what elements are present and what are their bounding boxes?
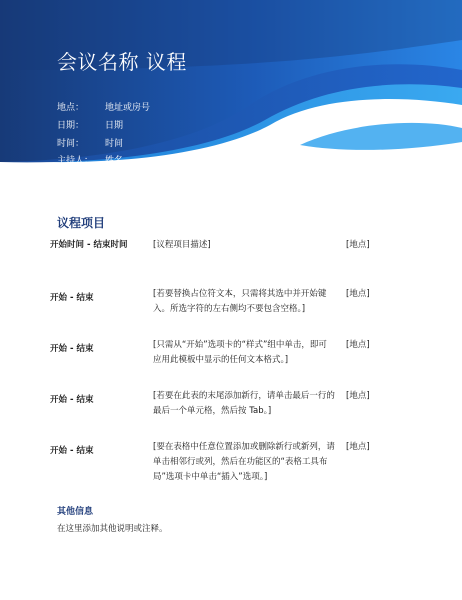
page-title: 会议名称 议程 <box>57 50 187 74</box>
agenda-item-description: [若要替换占位符文本，只需将其选中并开始键入。所选字符的左右侧均不要包含空格。] <box>153 289 327 314</box>
meta-time-value: 时间 <box>105 139 124 149</box>
meta-location-value: 地址或房号 <box>105 103 151 113</box>
meta-date-label: 日期： <box>57 121 85 131</box>
other-info-text: 在这里添加其他说明或注释。 <box>57 524 168 534</box>
agenda-item-time: 开始 - 结束 <box>50 395 94 405</box>
meta-host-label: 主持人： <box>57 156 94 166</box>
agenda-item-location: [地点] <box>346 289 370 299</box>
agenda-item-location: [地点] <box>346 391 370 401</box>
agenda-item-description: [要在表格中任意位置添加或删除新行或新列，请单击相邻行或列，然后在功能区的“表格工具布局”选项卡中单击“插入”选项。] <box>153 442 335 482</box>
agenda-item-time: 开始 - 结束 <box>50 446 94 456</box>
agenda-item-description: [若要在此表的末尾添加新行，请单击最后一行的最后一个单元格，然后按 Tab。] <box>153 391 335 416</box>
agenda-item-description: [只需从“开始”选项卡的“样式”组中单击，即可应用此模板中显示的任何文本格式。] <box>153 340 327 365</box>
agenda-item-location: [地点] <box>346 340 370 350</box>
agenda-item-time: 开始 - 结束 <box>50 344 94 354</box>
meta-host-value: 姓名 <box>105 156 124 166</box>
agenda-item-time: 开始 - 结束 <box>50 293 94 303</box>
agenda-section-title: 议程项目 <box>57 216 106 230</box>
meta-time-label: 时间： <box>57 139 85 149</box>
meta-location-label: 地点： <box>57 103 85 113</box>
agenda-item-description: [议程项目描述] <box>153 240 211 250</box>
agenda-item-location: [地点] <box>346 240 370 250</box>
meta-date-value: 日期 <box>105 121 124 131</box>
other-info-title: 其他信息 <box>57 507 94 517</box>
agenda-item-location: [地点] <box>346 442 370 452</box>
agenda-item-time: 开始时间 - 结束时间 <box>50 240 128 250</box>
